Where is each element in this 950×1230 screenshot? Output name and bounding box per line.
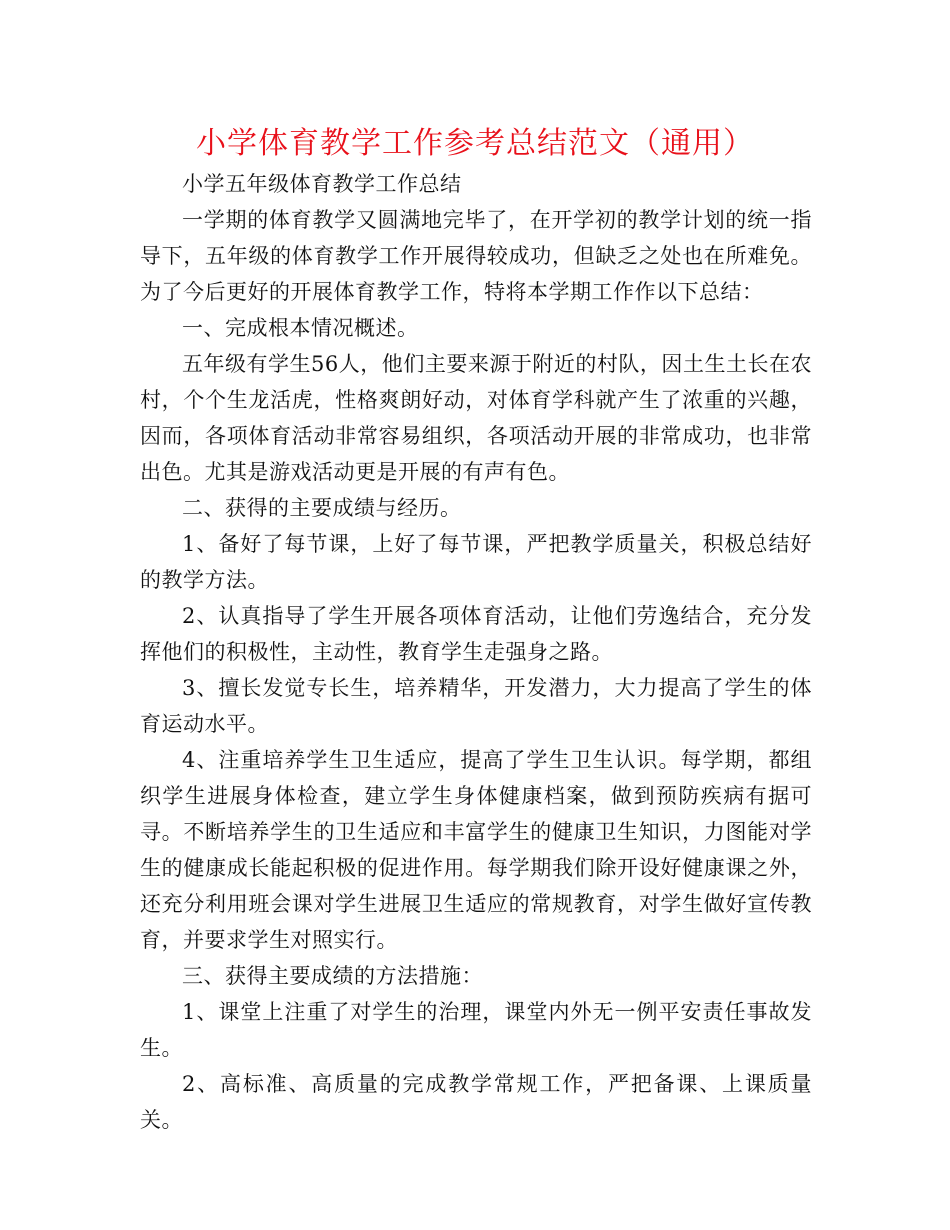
- subtitle-paragraph: 小学五年级体育教学工作总结: [182, 172, 462, 196]
- overview-paragraph: 五年级有学生56人，他们主要来源于附近的村队，因土生土长在农村，个个生龙活虎，性格爽朗好动，对体育学科就产生了浓重的兴趣，因而，各项体育活动非常容易组织，各项活动开展的非常成功，也非常出色。尤其是游戏活动更是开展的有声有色。: [140, 352, 812, 484]
- list-item: 4、注重培养学生卫生适应，提高了学生卫生认识。每学期，都组织学生进展身体检查，建立学生身体健康档案，做到预防疾病有据可寻。不断培养学生的卫生适应和丰富学生的健康卫生知识，力图能对学生的健康成长能起积极的促进作用。每学期我们除开设好健康课之外，还充分利用班会课对学生进展卫生适应的常规教育，对学生做好宣传教育，并要求学生对照实行。: [140, 748, 812, 952]
- document-title: 小学体育教学工作参考总结范文（通用）: [196, 126, 754, 161]
- list-item: 1、课堂上注重了对学生的治理，课堂内外无一例平安责任事故发生。: [140, 1000, 812, 1060]
- list-item: 2、认真指导了学生开展各项体育活动，让他们劳逸结合，充分发挥他们的积极性，主动性，教育学生走强身之路。: [140, 604, 812, 664]
- list-item: 1、备好了每节课，上好了每节课，严把教学质量关，积极总结好的教学方法。: [140, 532, 812, 592]
- intro-paragraph: 一学期的体育教学又圆满地完毕了，在开学初的教学计划的统一指导下，五年级的体育教学工作开展得较成功，但缺乏之处也在所难免。为了今后更好的开展体育教学工作，特将本学期工作作以下总结：: [140, 208, 812, 304]
- section-heading-2: 二、获得的主要成绩与经历。: [182, 496, 462, 520]
- list-item: 3、擅长发觉专长生，培养精华，开发潜力，大力提高了学生的体育运动水平。: [140, 676, 812, 736]
- section-heading-3: 三、获得主要成绩的方法措施：: [182, 964, 483, 988]
- list-item: 2、高标准、高质量的完成教学常规工作，严把备课、上课质量关。: [140, 1072, 812, 1132]
- document-body: [140, 166, 812, 1138]
- section-heading-1: 一、完成根本情况概述。: [182, 316, 419, 340]
